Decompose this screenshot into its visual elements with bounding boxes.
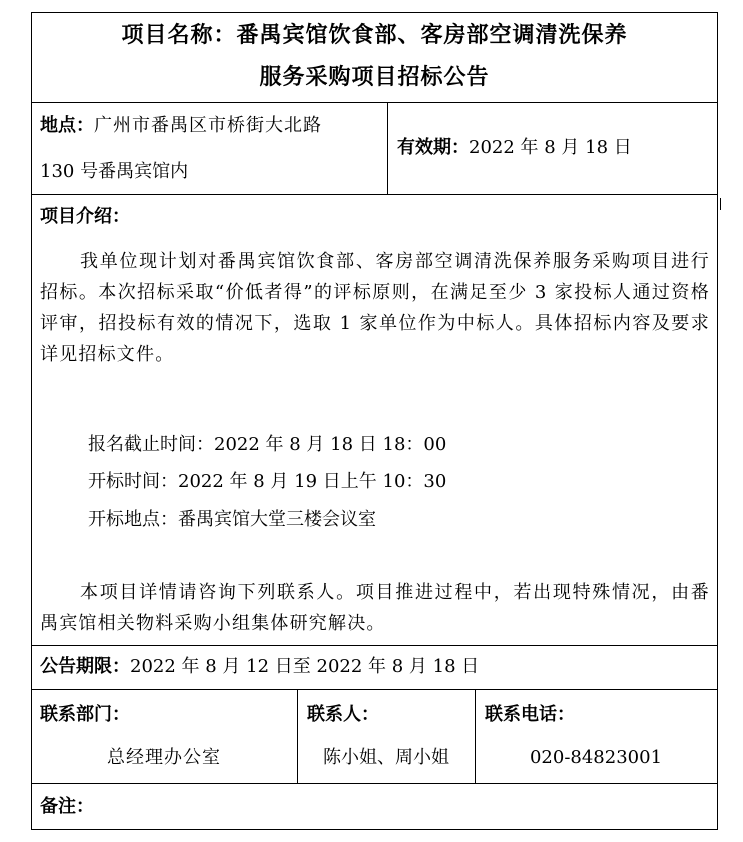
location-line1: 广州市番禺区市桥街大北路 [94, 115, 322, 136]
contact-dept-value: 总经理办公室 [107, 747, 221, 768]
contact-phone-value: 020-84823001 [529, 747, 663, 768]
intro-label: 项目介绍： [40, 206, 130, 227]
contact-person-label: 联系人： [307, 704, 379, 725]
table-border-left [31, 12, 32, 830]
title-line1: ：番禺宾馆饮食部、客房部空调清洗保养 [213, 22, 628, 48]
validity-row [397, 136, 632, 160]
contact-phone-label: 联系电话： [485, 704, 575, 725]
col-divider-location [387, 102, 388, 194]
row-divider-1 [31, 102, 718, 103]
title-label: 项目名称 [121, 22, 214, 48]
notice-period-value: 2022 年 8 月 12 日至 2022 年 8 月 18 日 [130, 656, 480, 677]
row-divider-2 [31, 194, 718, 195]
deadline-line: 报名截止时间：2022 年 8 月 18 日 18：00 [88, 434, 447, 455]
intro-paragraph: 我单位现计划对番禺宾馆饮食部、客房部空调清洗保养服务采购项目进行招标。本次招标采取“价低者得”的评标原则，在满足至少 3 家投标人通过资格评审，招投标有效的情况下，选取 1 家单位作为中标人。具体招标内容及要求详见招标文件。 [40, 251, 710, 365]
table-border-bottom [31, 829, 718, 830]
row-divider-3 [31, 645, 718, 646]
location-label: 地点： [40, 115, 94, 136]
page-title [31, 20, 718, 50]
validity-label: 有效期： [397, 137, 469, 158]
remarks-label: 备注： [40, 796, 94, 817]
row-divider-4 [31, 689, 718, 690]
location-line2: 130 号番禺宾馆内 [40, 161, 189, 182]
table-border-top [31, 12, 718, 13]
validity-value: 2022 年 8 月 18 日 [469, 137, 632, 158]
opening-place-line: 开标地点：番禺宾馆大堂三楼会议室 [88, 509, 376, 530]
table-border-right [717, 12, 718, 830]
opening-time-line: 开标时间：2022 年 8 月 19 日上午 10：30 [88, 471, 447, 492]
text-cursor [720, 198, 721, 210]
notice-period-row [40, 655, 479, 679]
notice-period-label: 公告期限： [40, 656, 130, 677]
page-subtitle: 服务采购项目招标公告 [259, 64, 490, 90]
location-row-1 [40, 114, 322, 138]
contact-dept-label: 联系部门： [40, 704, 130, 725]
contact-person-value: 陈小姐、周小姐 [323, 747, 449, 768]
contact-note-paragraph: 本项目详情请咨询下列联系人。项目推进过程中，若出现特殊情况，由番禺宾馆相关物料采购小组集体研究解决。 [40, 582, 710, 634]
row-divider-5 [31, 783, 718, 784]
